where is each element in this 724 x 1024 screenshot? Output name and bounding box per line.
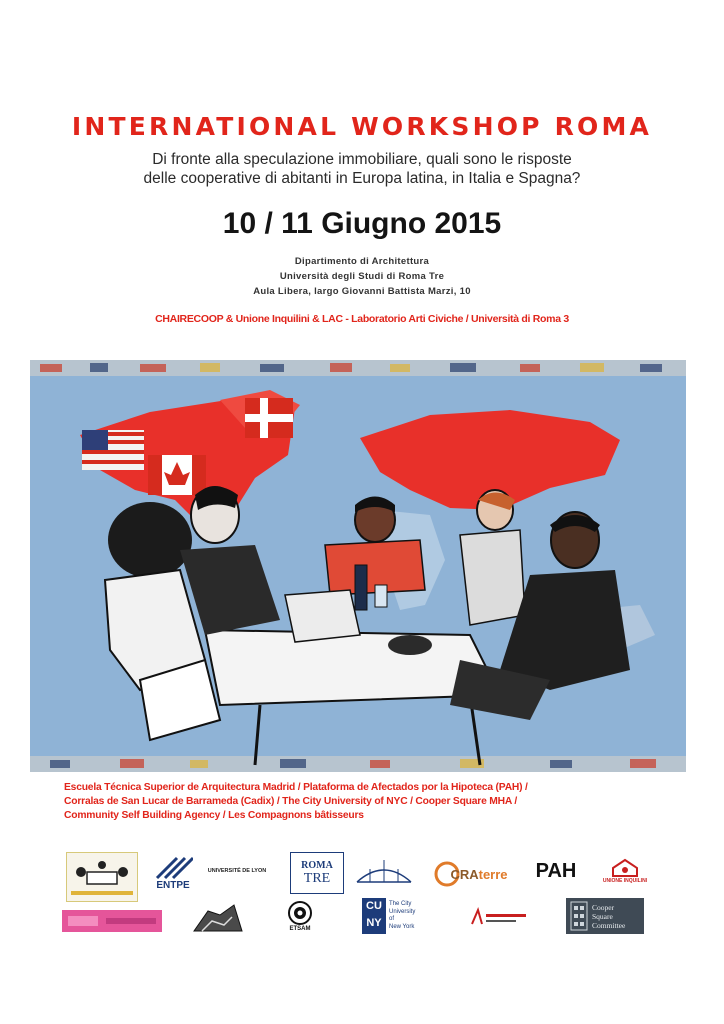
denmark-flag xyxy=(245,398,293,438)
building-grid-icon xyxy=(570,901,588,931)
bridge-logo xyxy=(355,852,413,892)
venue-address: Aula Libera, largo Giovanni Battista Marzi, 10 xyxy=(253,286,471,297)
canada-flag xyxy=(148,455,206,495)
house-icon xyxy=(610,858,640,878)
meeting-sketch-icon xyxy=(69,856,135,898)
entpe-stripes-icon xyxy=(153,856,193,880)
unione-inquilini-logo xyxy=(600,852,650,890)
cuny-text-3: of xyxy=(389,916,395,922)
craterre-prefix: CRA xyxy=(450,866,479,882)
etsam-logo xyxy=(280,896,320,936)
lac-logo xyxy=(62,910,162,932)
entpe-logo xyxy=(150,852,196,894)
craterre-suffix: terre xyxy=(478,866,508,882)
entpe-label: ENTPE xyxy=(156,879,190,891)
pah-logo xyxy=(530,856,582,886)
etsam-emblem-icon xyxy=(287,900,313,926)
partners-block xyxy=(64,781,664,823)
artwork-illustration xyxy=(30,360,686,772)
roma-tre-line-1: ROMA xyxy=(301,859,333,871)
lac-pattern-icon xyxy=(62,910,162,932)
venue-university: Università degli Studi di Roma Tre xyxy=(279,271,445,282)
cuny-block-top: CU xyxy=(366,900,382,912)
roma-tre-line-2: TRE xyxy=(303,870,331,886)
bottle xyxy=(355,565,367,610)
glass xyxy=(375,585,387,607)
cuny-logo xyxy=(362,898,428,934)
craterre-logo xyxy=(428,856,514,892)
subtitle-line-1: Di fronte alla speculazione immobiliare, quali sono le risposte xyxy=(152,151,572,168)
chairecoop-logo xyxy=(66,852,138,902)
cuny-text-1: The City xyxy=(389,901,412,907)
corralas-mark-icon xyxy=(468,906,530,928)
usa-flag xyxy=(82,430,144,470)
cuny-block-bottom: NY xyxy=(366,917,382,929)
bridge-icon xyxy=(355,854,413,890)
cuny-text-4: New York xyxy=(389,923,415,930)
poster-subtitle xyxy=(0,150,724,188)
universite-lyon-logo xyxy=(205,858,269,884)
cuny-text-2: University xyxy=(389,908,416,915)
lyon-label: UNIVERSITÉ DE LYON xyxy=(207,868,267,874)
cooper-text xyxy=(592,903,625,930)
pah-label: PAH xyxy=(535,859,577,882)
building-sketch-icon xyxy=(190,899,246,935)
partners-line-3: Community Self Building Agency / Les Compagnons bâtisseurs xyxy=(64,810,364,821)
subtitle-line-2: delle cooperative di abitanti in Europa latina, in Italia e Spagna? xyxy=(143,170,581,187)
cuny-text xyxy=(389,901,415,931)
bowl xyxy=(388,635,432,655)
partners-line-1: Escuela Técnica Superior de Arquitectura Madrid / Plataforma de Afectados por la Hipoteca (PAH) / xyxy=(64,782,528,793)
cooper-square-logo xyxy=(566,898,644,934)
organizers-line: CHAIRECOOP & Unione Inquilini & LAC - Laboratorio Arti Civiche / Università di Roma 3 xyxy=(155,313,569,325)
cooper-text-2: Square xyxy=(592,911,613,921)
etsam-label: ETSAM xyxy=(289,926,311,932)
corralas-logo xyxy=(468,906,530,928)
partners-line-2: Corralas de San Lucar de Barrameda (Cadix) / The City University of NYC / Cooper Square MHA / xyxy=(64,796,518,807)
paper-bag xyxy=(285,590,360,642)
venue-block xyxy=(0,254,724,299)
compagnons-logo xyxy=(190,898,246,936)
event-date: 10 / 11 Giugno 2015 xyxy=(222,207,502,240)
venue-department: Dipartimento di Architettura xyxy=(294,256,430,267)
unione-label: UNIONE INQUILINI xyxy=(602,878,648,884)
roma-tre-logo xyxy=(290,852,344,894)
cooper-text-3: Committee xyxy=(592,920,626,930)
cooper-text-1: Cooper xyxy=(592,902,615,912)
poster-title: INTERNATIONAL WORKSHOP ROMA xyxy=(71,112,653,141)
cuny-block xyxy=(362,898,386,934)
